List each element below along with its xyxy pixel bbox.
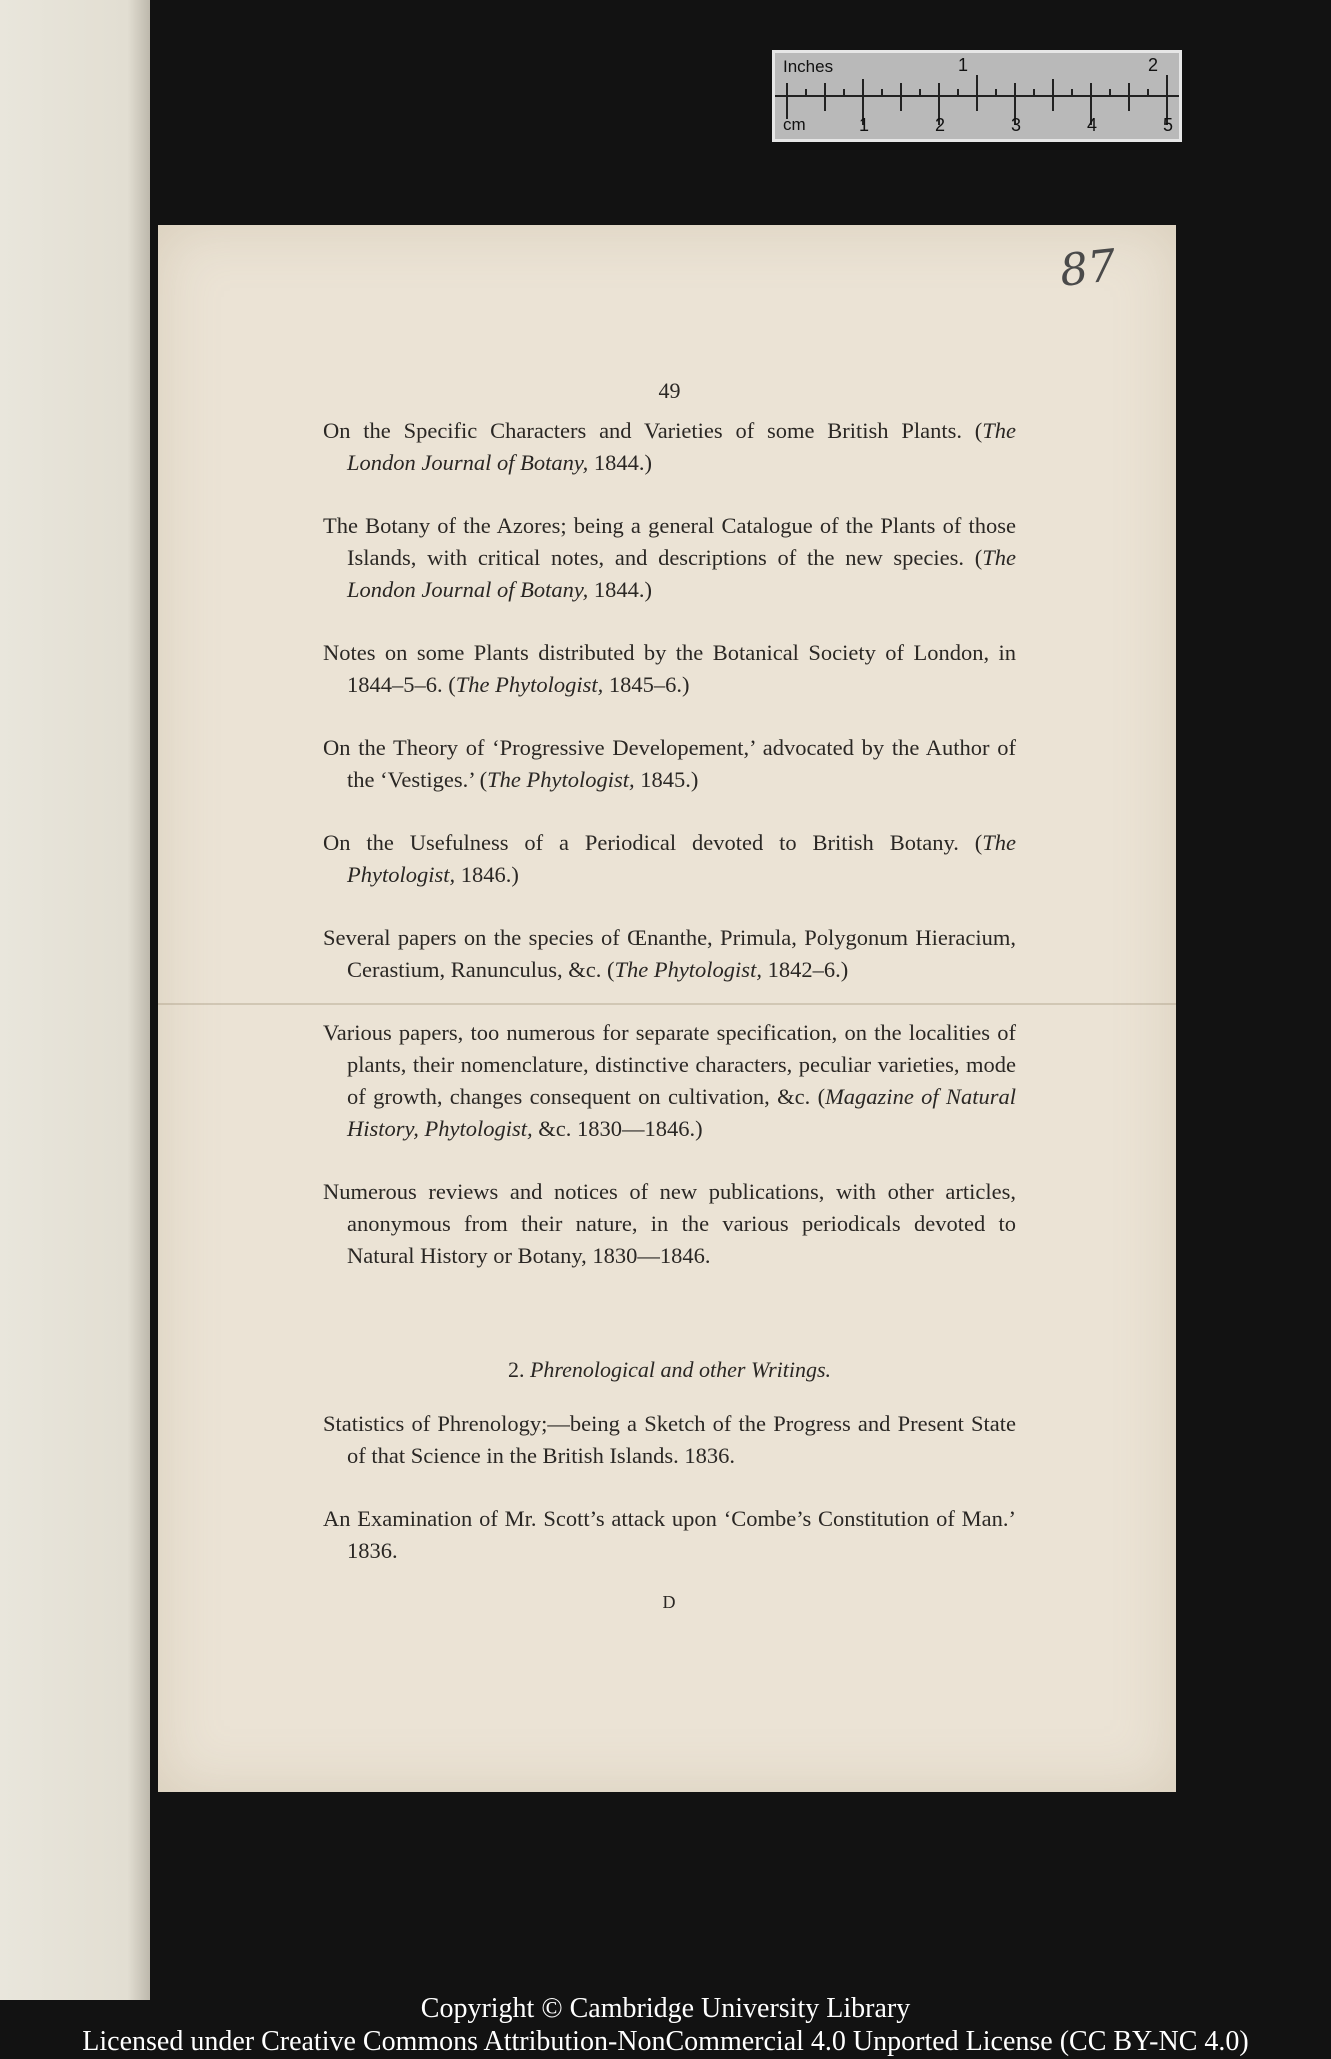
page-number: 49 bbox=[658, 378, 681, 403]
copyright-notice bbox=[0, 1992, 1331, 2058]
ruler-inch-mark: 1 bbox=[958, 55, 969, 75]
bibliography-entry: On the Usefulness of a Periodical devoted to British Botany. (The Phytologist, 1846.) bbox=[323, 830, 1016, 887]
ruler-cm-mark: 5 bbox=[1163, 115, 1174, 135]
bibliography-entry: Statistics of Phrenology;—being a Sketch of the Progress and Present State of that Science in the British Islands. 1836. bbox=[323, 1411, 1016, 1468]
license-line: Licensed under Creative Commons Attribution-NonCommercial 4.0 Unported License (CC BY-NC 4.0) bbox=[82, 2026, 1249, 2057]
ruler-cm-mark: 4 bbox=[1087, 115, 1098, 135]
copyright-line: Copyright © Cambridge University Library bbox=[420, 1993, 911, 2024]
document-page bbox=[158, 225, 1176, 1792]
ruler-inch-mark: 2 bbox=[1148, 55, 1159, 75]
bibliography-entry: An Examination of Mr. Scott’s attack upon ‘Combe’s Constitution of Man.’ 1836. bbox=[323, 1506, 1016, 1563]
section-heading: 2. Phrenological and other Writings. bbox=[507, 1357, 832, 1382]
adjacent-page-edge bbox=[0, 0, 150, 2000]
page-text bbox=[323, 375, 1016, 1618]
scale-ruler bbox=[772, 50, 1182, 142]
signature-mark: D bbox=[662, 1592, 677, 1612]
bibliography-entry: Various papers, too numerous for separate specification, on the localities of plants, their nomenclature, distinctive characters, peculiar varieties, mode of growth, changes consequent on cultivation, &c. (Magazine of Natural History, Phytologist, &c. 1830—1846.) bbox=[323, 1020, 1016, 1141]
bibliography-entry: Notes on some Plants distributed by the Botanical Society of London, in 1844–5–6. (The Phytologist, 1845–6.) bbox=[323, 640, 1016, 697]
ruler-cm-mark: 3 bbox=[1011, 115, 1022, 135]
ruler-inches-label: Inches bbox=[783, 57, 834, 76]
ruler-cm-label: cm bbox=[783, 115, 806, 134]
handwritten-folio-number: 87 bbox=[1057, 240, 1119, 297]
bibliography-entry: On the Specific Characters and Varieties of some British Plants. (The London Journal of Botany, 1844.) bbox=[323, 418, 1016, 475]
ruler-cm-mark: 1 bbox=[859, 115, 870, 135]
bibliography-entry: Numerous reviews and notices of new publications, with other articles, anonymous from their nature, in the various periodicals devoted to Natural History or Botany, 1830—1846. bbox=[323, 1179, 1016, 1268]
bibliography-entry: On the Theory of ‘Progressive Developement,’ advocated by the Author of the ‘Vestiges.’ (The Phytologist, 1845.) bbox=[323, 735, 1016, 792]
ruler-ticks bbox=[775, 53, 1179, 139]
bibliography-entry: The Botany of the Azores; being a general Catalogue of the Plants of those Islands, with critical notes, and descriptions of the new species. (The London Journal of Botany, 1844.) bbox=[323, 513, 1016, 602]
bibliography-entry: Several papers on the species of Œnanthe, Primula, Polygonum Hieracium, Cerastium, Ranunculus, &c. (The Phytologist, 1842–6.) bbox=[323, 925, 1016, 982]
ruler-cm-mark: 2 bbox=[935, 115, 946, 135]
